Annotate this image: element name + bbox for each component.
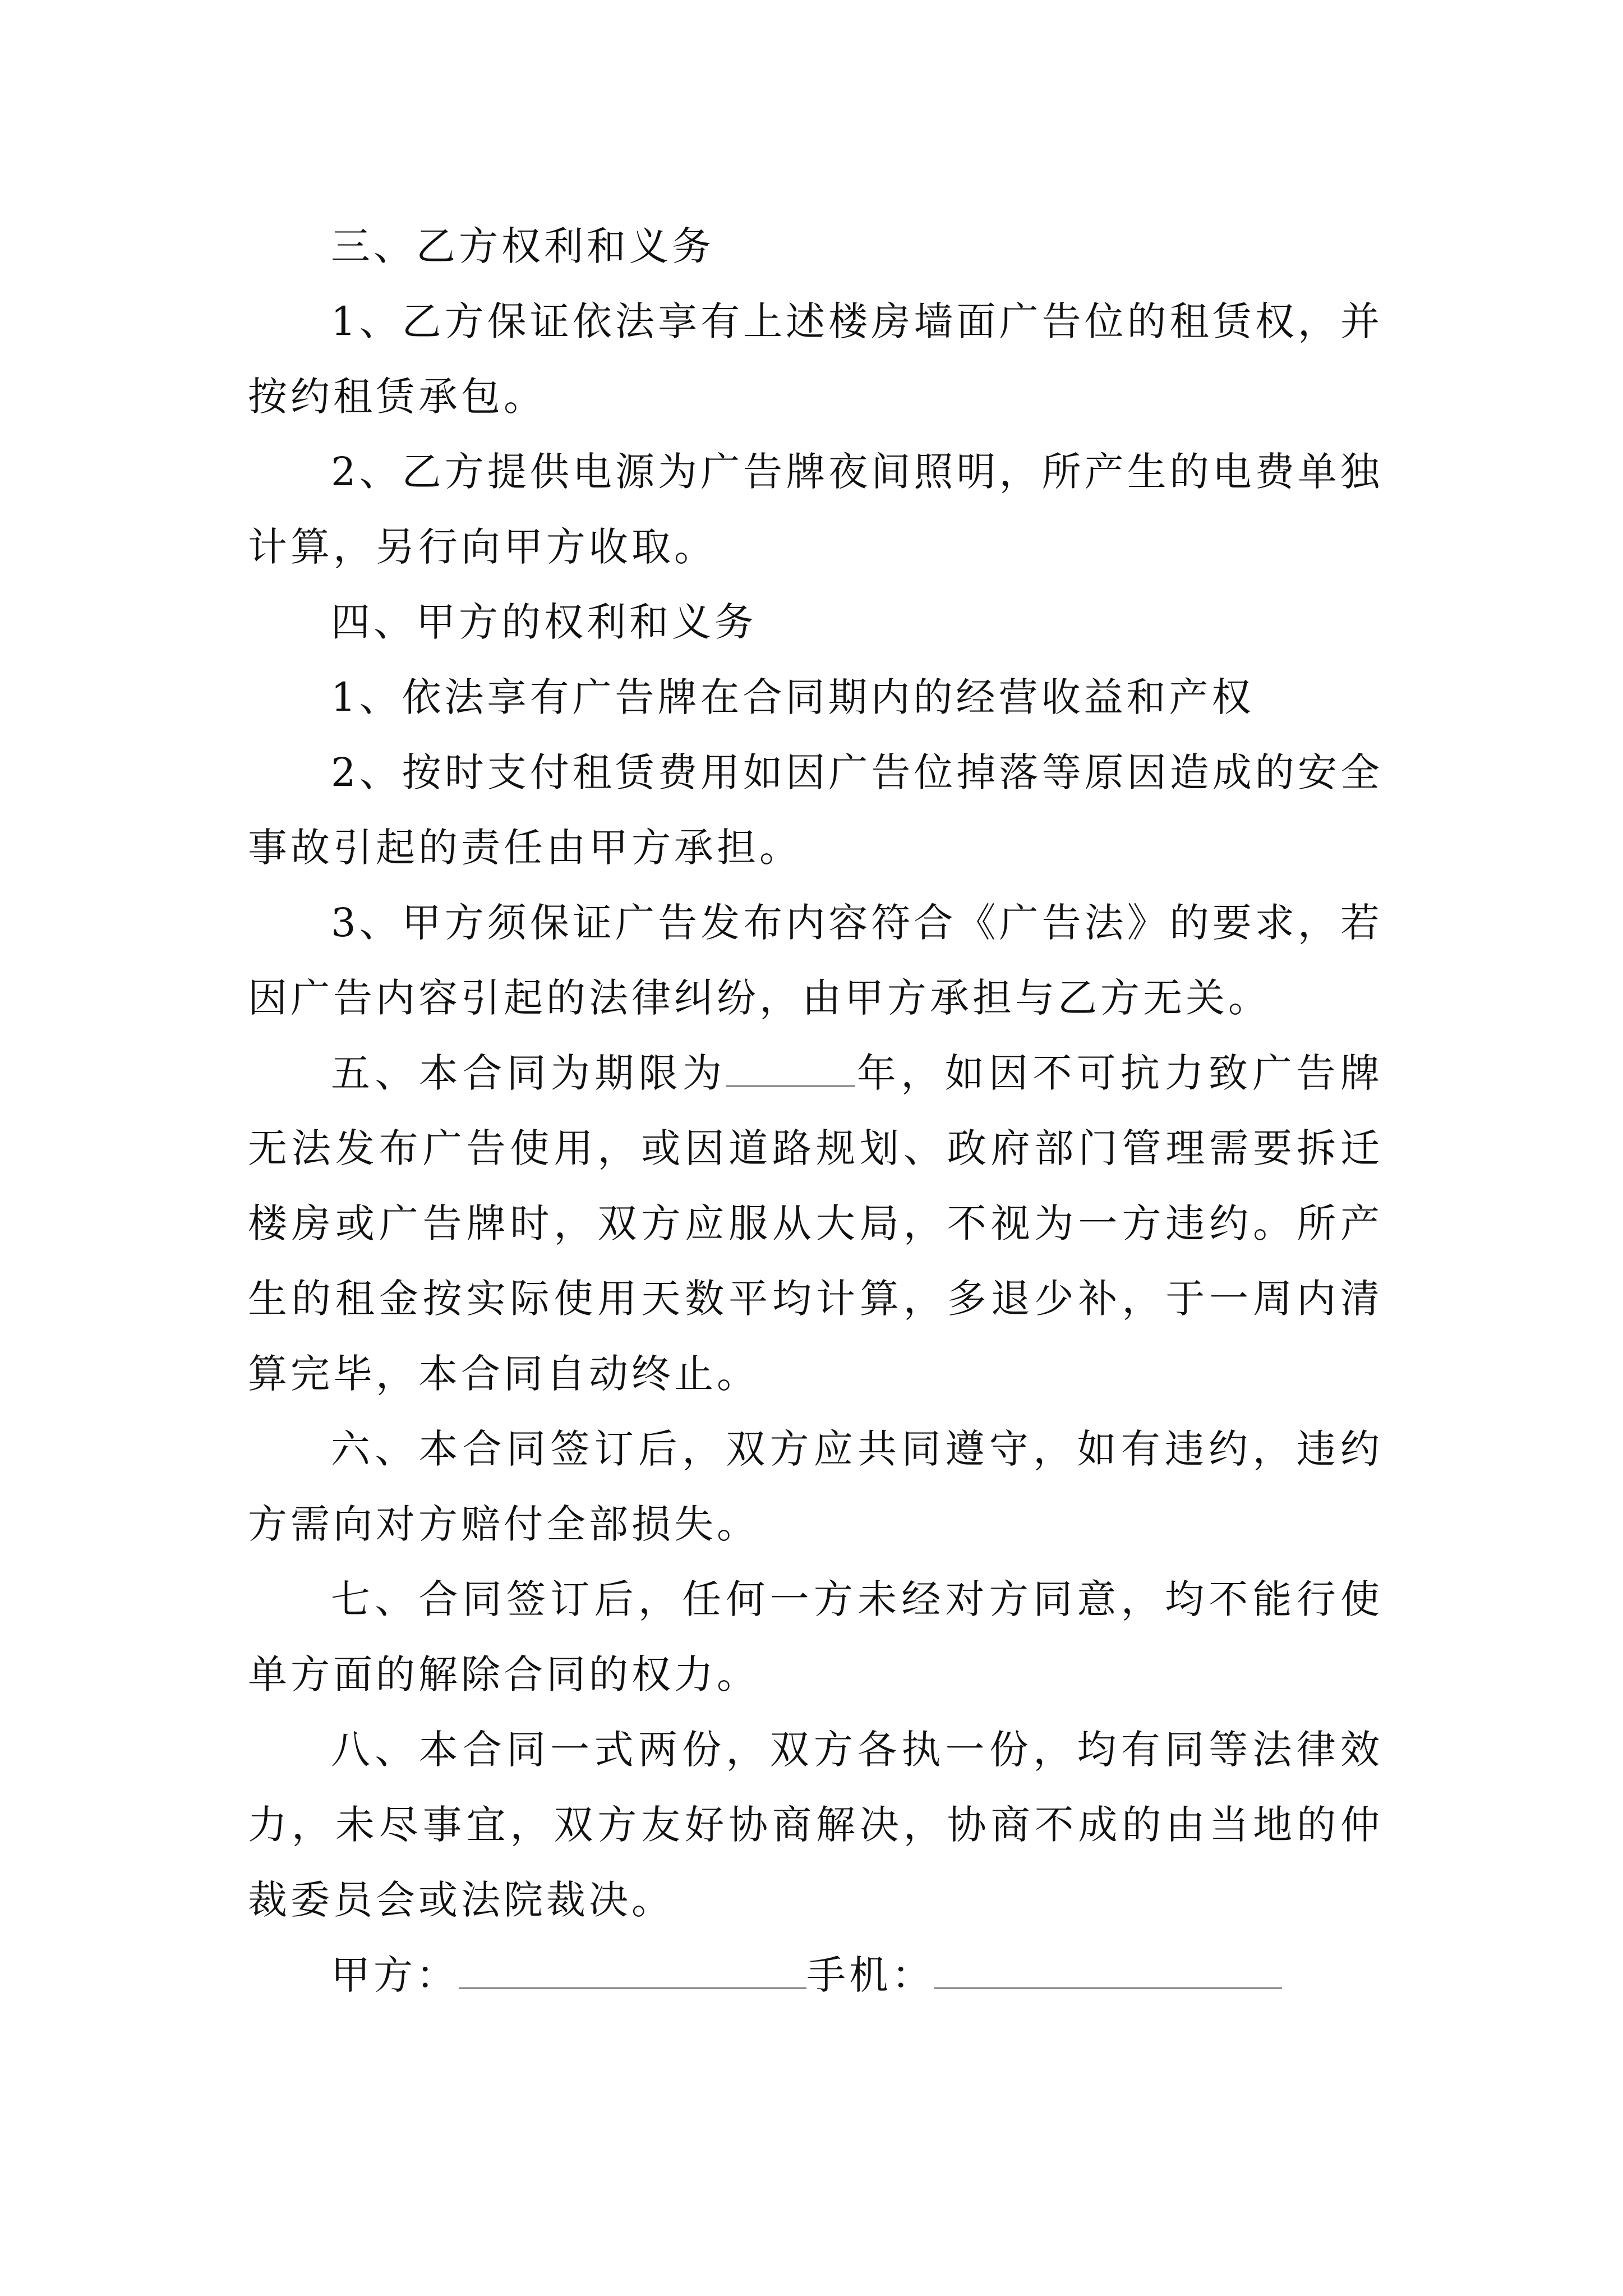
clause-3-1: 1、乙方保证依法享有上述楼房墙面广告位的租赁权，并按约租赁承包。 (248, 298, 1383, 420)
phone-label: 手机： (806, 1952, 934, 1998)
section-heading-four: 四、甲方的权利和义务 (331, 599, 757, 645)
party-a-label: 甲方： (331, 1952, 459, 1998)
clause-five-term (248, 1036, 1383, 1411)
contract-body (248, 209, 1383, 2013)
clause-seven: 七、合同签订后，任何一方未经对方同意，均不能行使单方面的解除合同的权力。 (248, 1576, 1383, 1697)
clause-eight: 八、本合同一式两份，双方各执一份，均有同等法律效力，未尽事宜，双方友好协商解决，协商不成的由当地的仲裁委员会或法院裁决。 (248, 1727, 1383, 1923)
term-years-blank[interactable] (726, 1053, 855, 1087)
term-text-after: 年，如因不可抗力致广告牌无法发布广告使用，或因道路规划、政府部门管理需要拆迁楼房或广告牌时，双方应服从大局，不视为一方违约。所产生的租金按实际使用天数平均计算，多退少补，于一周内清算完毕，本合同自动终止。 (248, 1050, 1384, 1397)
clause-3-2: 2、乙方提供电源为广告牌夜间照明，所产生的电费单独计算，另行向甲方收取。 (248, 449, 1383, 570)
phone-blank[interactable] (934, 1955, 1282, 1989)
clause-4-1: 1、依法享有广告牌在合同期内的经营收益和产权 (331, 674, 1255, 720)
clause-4-3: 3、甲方须保证广告发布内容符合《广告法》的要求，若因广告内容引起的法律纠纷，由甲方承担与乙方无关。 (248, 900, 1383, 1021)
party-a-blank[interactable] (459, 1955, 806, 1989)
signature-line (248, 1938, 1383, 2013)
clause-4-2: 2、按时支付租赁费用如因广告位掉落等原因造成的安全事故引起的责任由甲方承担。 (248, 749, 1383, 871)
section-heading-three: 三、乙方权利和义务 (331, 223, 714, 269)
clause-six: 六、本合同签订后，双方应共同遵守，如有违约，违约方需向对方赔付全部损失。 (248, 1426, 1383, 1547)
term-text-before: 五、本合同为期限为 (331, 1050, 727, 1096)
